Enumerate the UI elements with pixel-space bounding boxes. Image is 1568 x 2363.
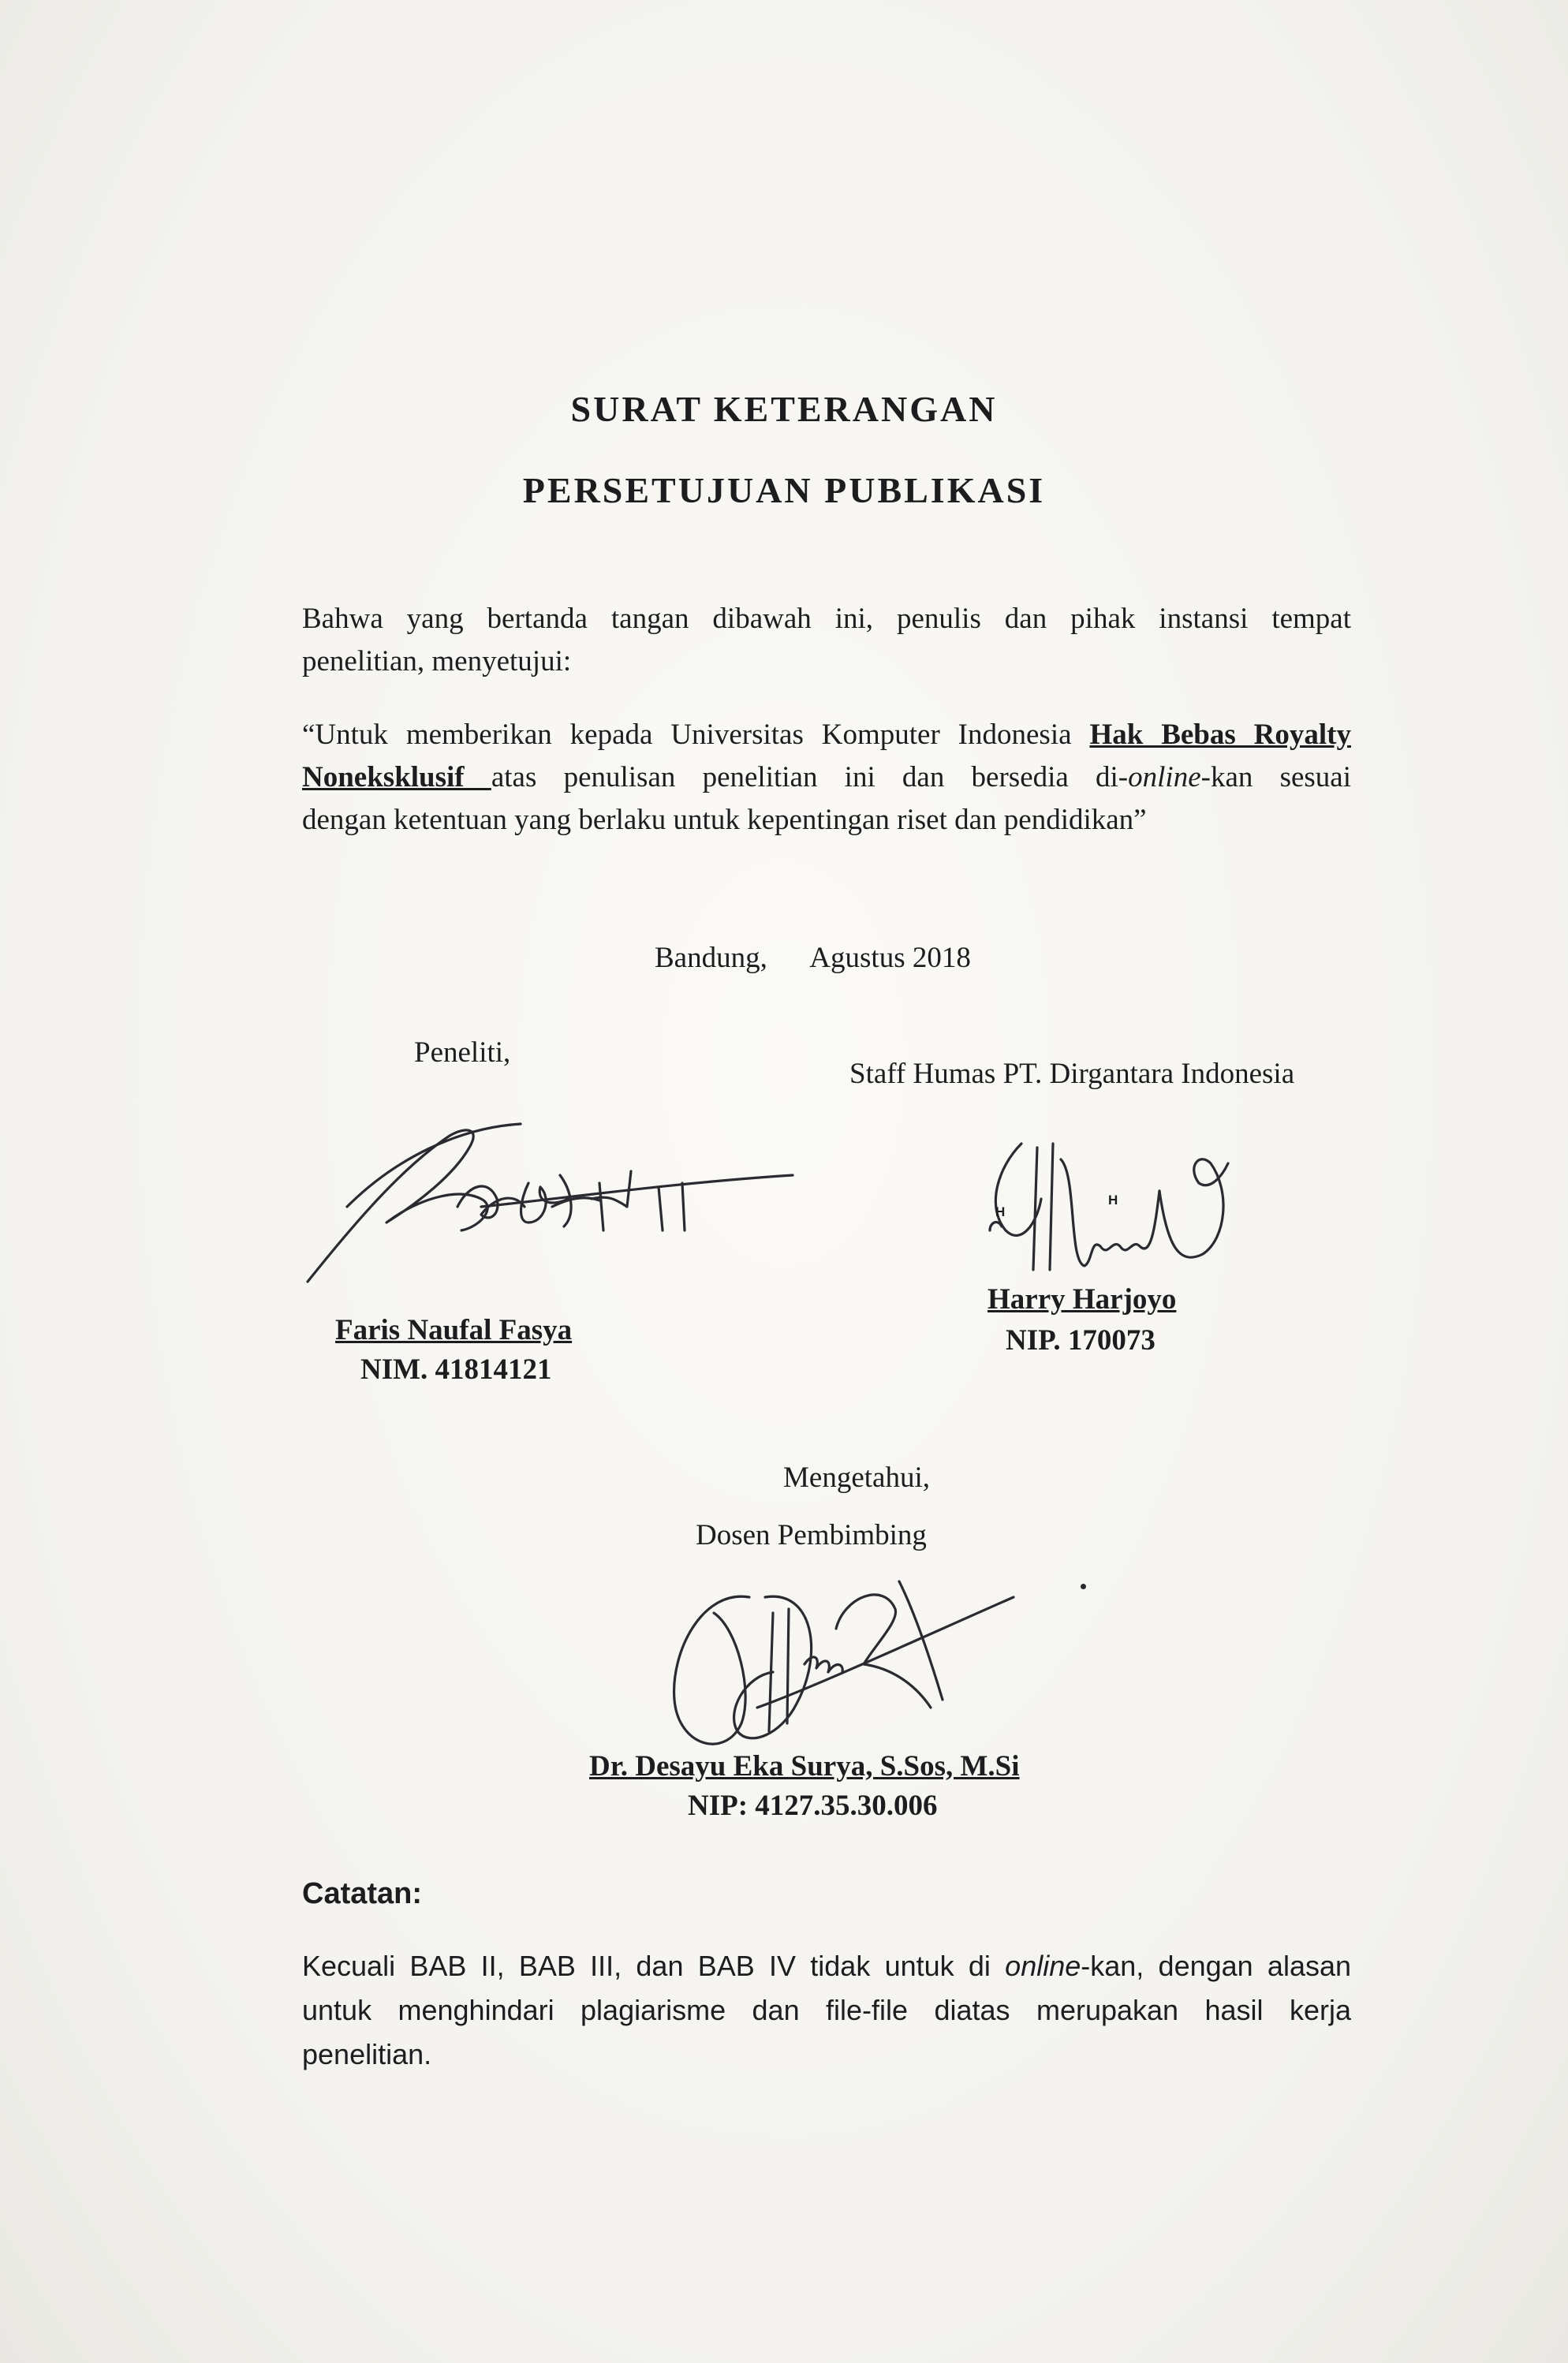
left-signer-name: Faris Naufal Fasya xyxy=(335,1314,573,1346)
note-line-2: untuk menghindari plagiarisme dan file-file diatas merupakan hasil kerja xyxy=(302,1994,1351,2026)
document-title: SURAT KETERANGAN xyxy=(570,389,998,429)
acknowledge-role: Dosen Pembimbing xyxy=(696,1519,927,1551)
note-line-1 xyxy=(302,1944,1351,1988)
quote-text: “Untuk memberikan kepada Universitas Komputer Indonesia xyxy=(302,719,1090,751)
place-date: Bandung, Agustus 2018 xyxy=(655,942,971,974)
right-signer-role: Staff Humas PT. Dirgantara Indonesia xyxy=(849,1058,1295,1090)
quote-text-3: -kan sesuai xyxy=(1200,761,1351,793)
quote-italic: online xyxy=(1128,761,1201,793)
left-signer-id: NIM. 41814121 xyxy=(360,1353,552,1386)
quote-emphasis: Hak Bebas Royalty xyxy=(1089,719,1351,751)
document-subtitle: PERSETUJUAN PUBLIKASI xyxy=(522,470,1046,510)
ink-dot xyxy=(1081,1584,1086,1589)
note-text-2: -kan, dengan alasan xyxy=(1081,1950,1352,1982)
acknowledge-label: Mengetahui, xyxy=(783,1461,930,1494)
intro-line-2: penelitian, menyetujui: xyxy=(302,645,572,678)
note-italic: online xyxy=(1005,1950,1081,1982)
note-line-3: penelitian. xyxy=(302,2038,432,2070)
right-signer-id: NIP. 170073 xyxy=(1006,1324,1155,1357)
quote-paragraph xyxy=(302,714,1351,842)
advisor-id: NIP: 4127.35.30.006 xyxy=(688,1790,938,1822)
note-heading: Catatan: xyxy=(302,1877,423,1910)
left-signer-role: Peneliti, xyxy=(414,1036,511,1069)
intro-paragraph xyxy=(302,598,1351,683)
note-text: Kecuali BAB II, BAB III, dan BAB IV tidak untuk di xyxy=(302,1950,1006,1982)
right-signature-mark: H xyxy=(995,1204,1006,1219)
note-paragraph xyxy=(302,1944,1351,2077)
advisor-name: Dr. Desayu Eka Surya, S.Sos, M.Si xyxy=(589,1750,1020,1783)
right-signature-mark-2: H xyxy=(1108,1193,1118,1208)
right-signer-name: Harry Harjoyo xyxy=(987,1283,1177,1316)
quote-line-3: dengan ketentuan yang berlaku untuk kepentingan riset dan pendidikan” xyxy=(302,804,1147,836)
quote-line-1 xyxy=(302,714,1351,756)
quote-line-2 xyxy=(302,756,1351,799)
quote-emphasis-2: Noneksklusif xyxy=(302,761,491,793)
left-signature-image xyxy=(300,1112,805,1293)
quote-text-2: atas penulisan penelitian ini dan bersedia di- xyxy=(491,761,1129,793)
intro-line-1: Bahwa yang bertanda tangan dibawah ini, penulis dan pihak instansi tempat xyxy=(302,603,1351,635)
advisor-signature-image xyxy=(655,1566,1025,1767)
